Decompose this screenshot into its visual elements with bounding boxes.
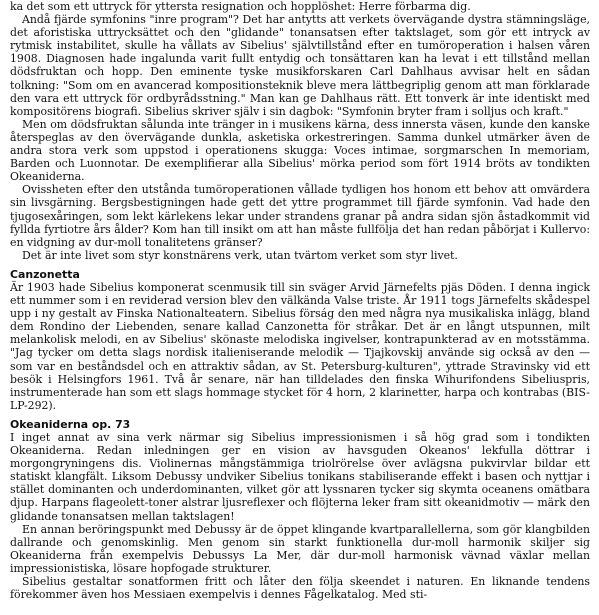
paragraph-inner-program: Andå fjärde symfonins "inre program"? Det har antytts att verkets övervägande dystra stämningsläge, det aforistiska uttrycksättet och den "glidande" tonansatsen efter taktslaget, som gör ett intryck av rytmisk instabilitet, skulle ha vållats av Sibelius' självtillstånd efter en tumöroperation i halsen våren 1908. Diagnosen hade ingalunda varit fullt entydig och tonsättaren kan ha levat i ett tillstånd mellan dödsfruktan och hopp. Den eminente tyske musikforskaren Carl Dahlhaus avvisar helt en sådan tolkning: "Som om en avancerad kompositionsteknik bleve mera lättbegriplig genom att man förklarade den vara ett uttryck för ordbyrådsstning." Man kan ge Dahlhaus rätt. Ett tonverk är inte identiskt med kompositörens biografi. Sibelius skriver själv i sin dagbok: "Symfonin bryter fram i solljus och kraft." (10, 13, 590, 118)
paragraph-opening: ka det som ett uttryck för yttersta resignation och hopplöshet: Herre förbarma dig. (10, 0, 471, 13)
section-heading-okeaniderna: Okeaniderna op. 73 (10, 417, 131, 431)
section-heading-canzonetta: Canzonetta (10, 267, 80, 281)
paragraph-life-and-work: Det är inte livet som styr konstnärens verk, utan tvärtom verket som styr livet. (22, 248, 458, 262)
paragraph-canzonetta: Är 1903 hade Sibelius komponerat scenmusik till sin sväger Arvid Järnefelts pjäs Döden. I denna ingick ett nummer som i en reviderad version blev den välkända Valse triste. År 1911 togs Järnefelts skådespel upp i ny gestalt av Finska Nationalteatern. Sibelius förság den med några nya musikaliska inlägg, bland dem Rondino der Liebenden, senare kallad Canzonetta för stråkar. Det är en långt utspunnen, milt melankolisk melodi, en av Sibelius' skönaste melodiska ingivelser, kontrapunkterad av en motsstämma. "Jag tycker om detta slags nordisk italieniserande melodik — Tjajkovskij använde sig också av den — som var en beståndsdel och en attraktiv sådan, av St. Petersburg-kulturen", yttrade Stravinsky vid ett besök i Helsingfors 1961. Två år senare, när han tilldelades den finska Wihurifondens Sibeliuspris, instrumenterade han som ett slags hommage stycket för 4 horn, 2 klarinetter, harpa och kontrabas (BIS-LP-292). (10, 280, 590, 412)
paragraph-okeaniderna-impressionism: I inget annat av sina verk närmar sig Sibelius impressionismen i så hög grad som i tondikten Okeaniderna. Redan inledningen ger en vision av havsguden Okeanos' lekfulla döttrar i morgongryningens dis. Violinernas mångstämmiga triolrörelse över avlägsna pukvirvlar bildar ett statiskt klangfält. Liksom Debussy undviker Sibelius tonikans stabiliserande effekt i basen och nyttjar i stället dominanten och underdominanten, vilket gör att lyssnaren tycker sig skymta oceanens omätbara djup. Harpans flageolett-toner alstrar ljusreflexer och flöjterna leker fram sitt okeanidmotiv — märk den glidande tonansatsen mellan taktslagen! (10, 431, 590, 523)
paragraph-okeaniderna-sonata-form: Sibelius gestaltar sonatformen fritt och låter den följa skeendet i naturen. En liknande tendens förekommer även hos Messiaen exempelvis i dennes Fågelkatalog. Med sti- (10, 575, 590, 602)
paragraph-okeaniderna-debussy: En annan beröringspunkt med Debussy är de öppet klingande kvartparallellerna, som gör klangbilden dallrande och genomskinlig. Men genom sin starkt funktionella dur-moll harmonik skiljer sig Okeaniderna från exempelvis Debussys La Mer, där dur-moll harmonisk vävnad växlar mellan impressionistiska, lösare hopfogade strukturer. (10, 522, 590, 575)
paragraph-uncertainty: Ovissheten efter den utstånda tumöroperationen vållade tydligen hos honom ett behov att omvärdera sin livsgärning. Bergsbestigningen hade gett det yttre programmet till fjärde symfonin. Vad hade den tjugosexåringen, som lekt kärlekens lekar under strandens granar på andra sidan sjön åstadkommit vid fyllda fyrtiotre års ålder? Kom han till insikt om att han måste fullfölja det han redan påbörjat i Kullervo: en vidgning av dur-moll tonalitetens gränser? (10, 183, 590, 249)
paragraph-death-fear: Men om dödsfruktan sålunda inte tränger in i musikens kärna, dess innersta väsen, kunde den kanske återspeglas av den övervägande dunkla, asketiska orkestreringen. Samma dunkel utmärker även de andra stora verk som uppstod i operationens skugga: Voces intimae, sorgmarschen In memoriam, Barden och Luonnotar. De exemplifierar alla Sibelius' mörka period som fört 1914 bröts av tondikten Okeaniderna. (10, 117, 590, 184)
